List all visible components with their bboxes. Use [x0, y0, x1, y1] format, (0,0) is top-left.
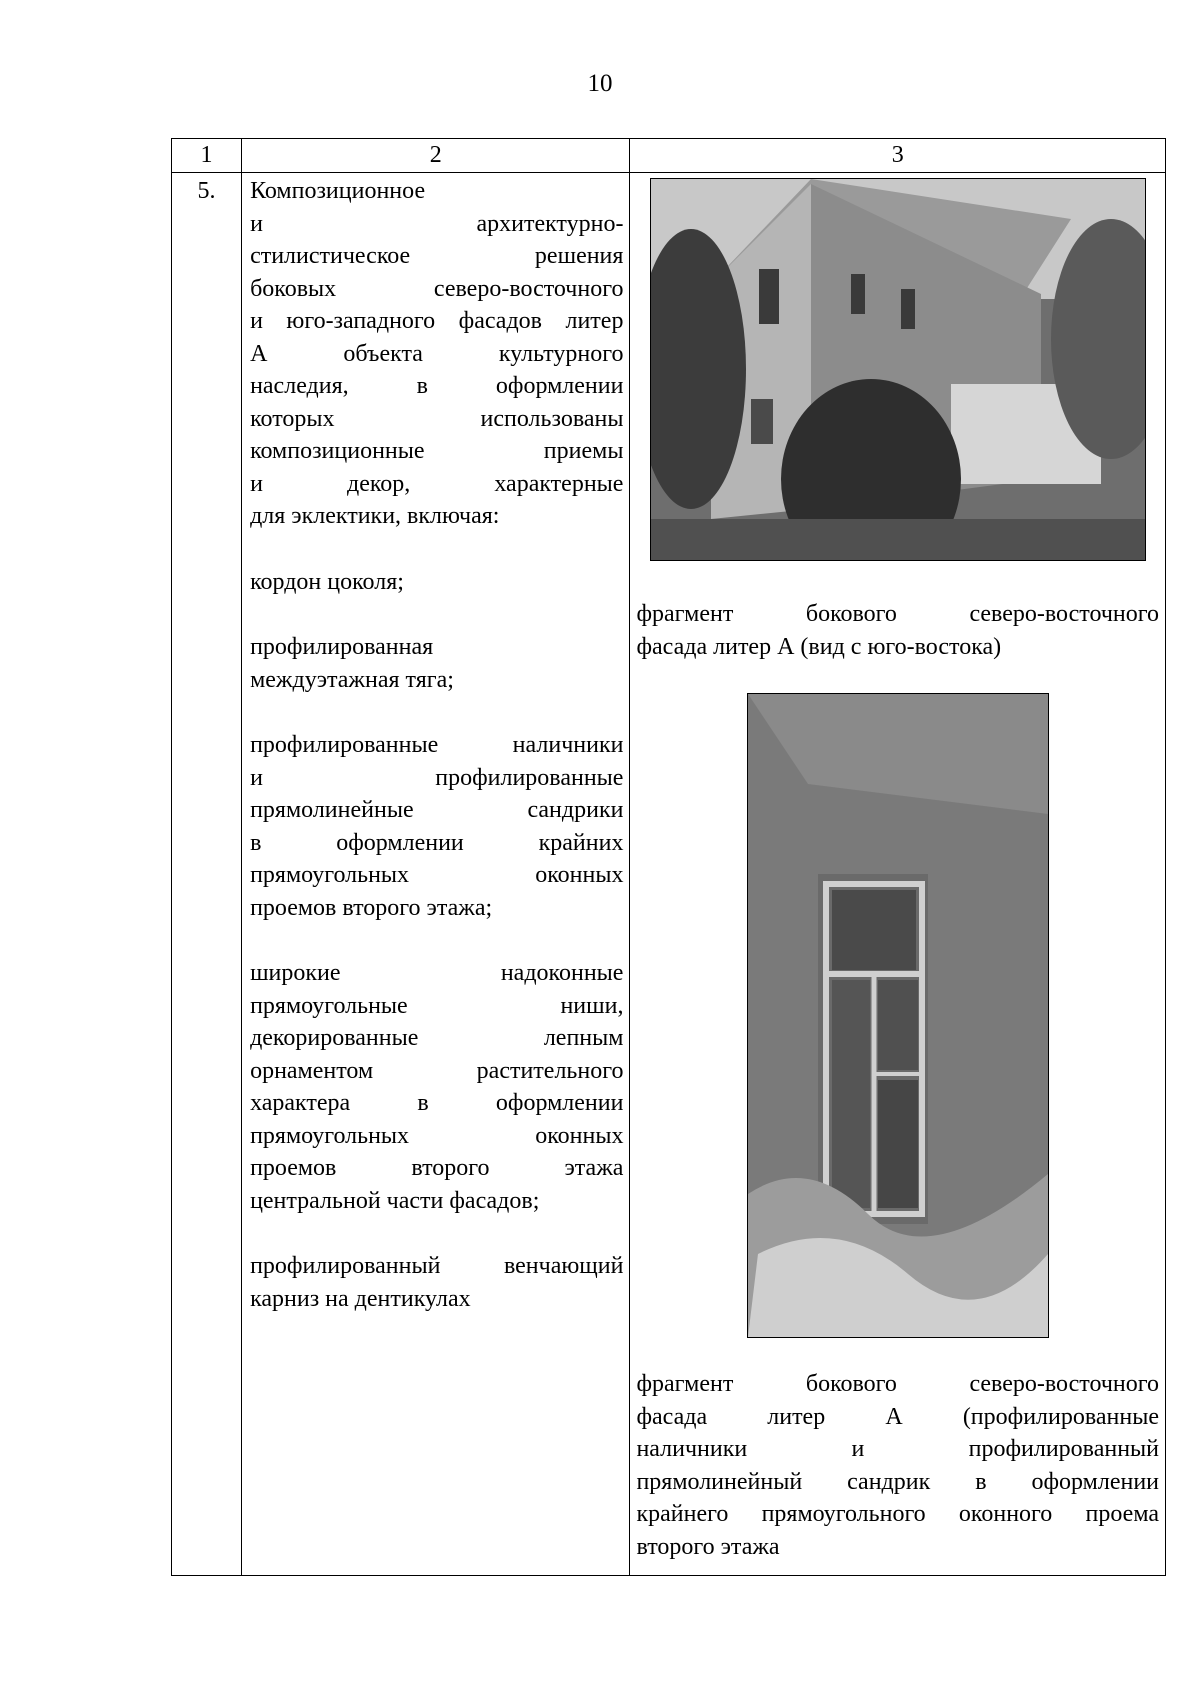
- description-line: карниз на дентикулах: [250, 1285, 471, 1312]
- description-line: междуэтажная тяга;: [250, 666, 454, 693]
- caption-line: фасада литер А (профилированные: [636, 1403, 1159, 1430]
- description-paragraph: [250, 957, 623, 1217]
- caption-line: наличники и профилированный: [636, 1436, 1159, 1462]
- header-col-1: 1: [172, 139, 242, 173]
- caption-2: [636, 1368, 1159, 1563]
- table-header-row: [172, 139, 1166, 173]
- description-line: орнаментом растительного: [250, 1057, 624, 1084]
- description-line: прямоугольные ниши,: [250, 992, 624, 1019]
- description-line: стилистическое решения: [250, 243, 624, 269]
- description-line: характера в оформлении: [250, 1090, 624, 1116]
- description-paragraph: [250, 729, 623, 924]
- caption-line: фрагмент бокового северо-восточного: [636, 601, 1159, 627]
- description-line: для эклектики, включая:: [250, 503, 500, 529]
- description-line: профилированная: [250, 634, 434, 660]
- description-line: и архитектурно-: [250, 210, 624, 237]
- description-line: кордон цоколя;: [250, 568, 404, 595]
- header-col-3: 3: [630, 139, 1166, 173]
- description-line: широкие надоконные: [250, 960, 624, 986]
- caption-line: второго этажа: [636, 1533, 780, 1560]
- description-paragraph: [250, 1250, 623, 1315]
- description-line: профилированные наличники: [250, 732, 624, 758]
- caption-line: крайнего прямоугольного оконного проема: [636, 1501, 1159, 1527]
- description-line: прямоугольных оконных: [250, 1122, 624, 1149]
- description-line: боковых северо-восточного: [250, 275, 624, 302]
- page-number: 10: [587, 70, 613, 97]
- description-paragraph: [250, 631, 623, 696]
- table-row: [172, 173, 1166, 1576]
- description-line: Композиционное: [250, 178, 426, 204]
- description-line: и юго-западного фасадов литер: [250, 308, 624, 334]
- description-line: проемов второго этажа: [250, 1155, 624, 1181]
- illustration-cell: [630, 173, 1166, 1576]
- caption-line: фасада литер А (вид с юго-востока): [636, 633, 1002, 660]
- description-line: композиционные приемы: [250, 438, 624, 464]
- window-detail-photo: [747, 693, 1049, 1338]
- description-line: прямоугольных оконных: [250, 862, 624, 888]
- building-facade-photo: [650, 178, 1146, 561]
- description-line: и профилированные: [250, 764, 624, 791]
- description-line: и декор, характерные: [250, 470, 624, 497]
- description-line: которых использованы: [250, 405, 624, 432]
- description-line: профилированный венчающий: [250, 1253, 624, 1279]
- caption-1: [636, 598, 1159, 663]
- header-col-2: 2: [242, 139, 630, 173]
- description-line: прямолинейные сандрики: [250, 797, 624, 823]
- description-cell: [242, 173, 630, 1576]
- caption-line: фрагмент бокового северо-восточного: [636, 1371, 1159, 1397]
- description-line: в оформлении крайних: [250, 829, 624, 856]
- description-line: центральной части фасадов;: [250, 1187, 540, 1214]
- description-paragraph: [250, 175, 623, 533]
- description-line: проемов второго этажа;: [250, 894, 493, 921]
- description-paragraph: [250, 566, 623, 599]
- description-line: декорированные лепным: [250, 1025, 624, 1051]
- caption-line: прямолинейный сандрик в оформлении: [636, 1468, 1159, 1495]
- description-line: А объекта культурного: [250, 340, 624, 367]
- row-number: 5.: [172, 173, 242, 1576]
- heritage-table: [171, 138, 1166, 1576]
- description-line: наследия, в оформлении: [250, 373, 624, 399]
